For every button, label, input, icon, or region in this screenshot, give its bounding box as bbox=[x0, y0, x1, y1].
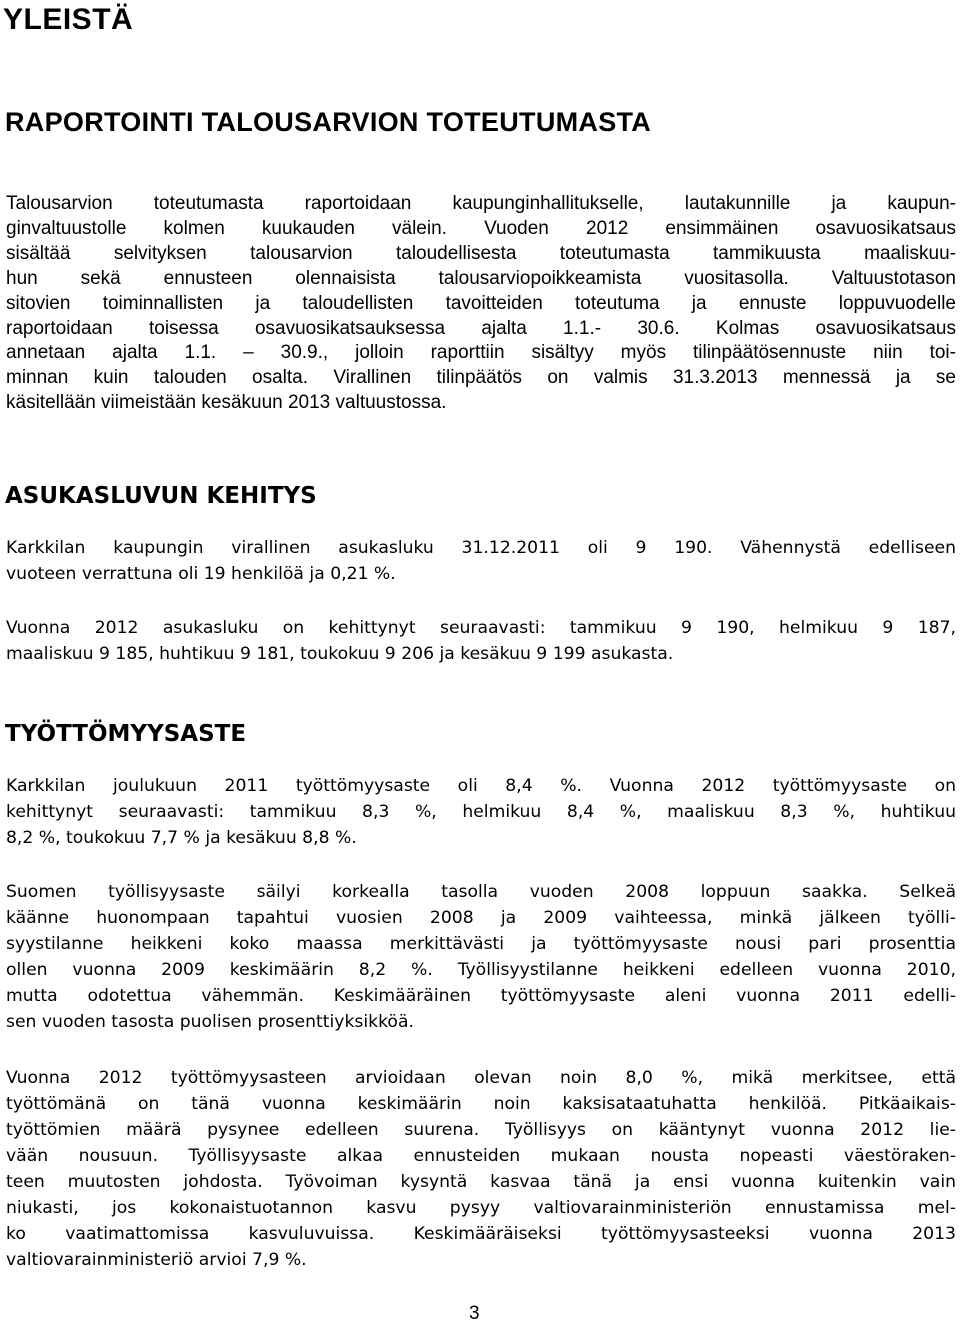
unemployment-paragraph-2 bbox=[6, 879, 956, 1035]
unemployment-paragraph-3 bbox=[6, 1065, 956, 1273]
text-line: vuoteen verrattuna oli 19 henkilöä ja 0,21 %. bbox=[6, 564, 396, 584]
population-paragraph-1 bbox=[6, 535, 956, 587]
text-line: Karkkilan kaupungin virallinen asukasluku 31.12.2011 oli 9 190. Vähennystä edelliseen bbox=[6, 538, 956, 558]
text-line: valtiovarainministeriö arvioi 7,9 %. bbox=[6, 1250, 307, 1270]
text-line: annetaan ajalta 1.1. – 30.9., jolloin raporttiin sisältyy myös tilinpäätösennuste niin toi- bbox=[6, 342, 956, 364]
population-paragraph-2 bbox=[6, 615, 956, 667]
text-line: ollen vuonna 2009 keskimäärin 8,2 %. Työllisyystilanne heikkeni edelleen vuonna 2010, bbox=[6, 960, 956, 980]
text-line: Suomen työllisyysaste säilyi korkealla tasolla vuoden 2008 loppuun saakka. Selkeä bbox=[6, 882, 956, 902]
reporting-paragraph bbox=[6, 192, 956, 416]
unemployment-paragraph-1 bbox=[6, 773, 956, 851]
main-title: YLEISTÄ bbox=[3, 3, 134, 36]
text-line: kehittynyt seuraavasti: tammikuu 8,3 %, helmikuu 8,4 %, maaliskuu 8,3 %, huhtikuu bbox=[6, 802, 956, 822]
text-line: 8,2 %, toukokuu 7,7 % ja kesäkuu 8,8 %. bbox=[6, 828, 357, 848]
text-line: niukasti, jos kokonaistuotannon kasvu pysyy valtiovarainministeriön ennustamissa mel- bbox=[6, 1198, 956, 1218]
text-line: minnan kuin talouden osalta. Virallinen tilinpäätös on valmis 31.3.2013 mennessä ja se bbox=[6, 367, 956, 389]
text-line: Vuonna 2012 asukasluku on kehittynyt seuraavasti: tammikuu 9 190, helmikuu 9 187, bbox=[6, 618, 956, 638]
section-heading-reporting: RAPORTOINTI TALOUSARVION TOTEUTUMASTA bbox=[5, 107, 652, 137]
text-line: sen vuoden tasosta puolisen prosenttiyksikköä. bbox=[6, 1012, 414, 1032]
text-line: teen muutosten johdosta. Työvoiman kysyntä kasvaa tänä ja ensi vuonna kuitenkin vain bbox=[6, 1172, 956, 1192]
text-line: ginvaltuustolle kolmen kuukauden välein. Vuoden 2012 ensimmäinen osavuosikatsaus bbox=[6, 217, 956, 239]
text-line: raportoidaan toisessa osavuosikatsauksessa ajalta 1.1.- 30.6. Kolmas osavuosikatsaus bbox=[6, 317, 956, 339]
text-line: Vuonna 2012 työttömyysasteen arvioidaan olevan noin 8,0 %, mikä merkitsee, että bbox=[6, 1068, 956, 1088]
text-line: työttömänä on tänä vuonna keskimäärin noin kaksisataatuhatta henkilöä. Pitkäaikais- bbox=[6, 1094, 956, 1114]
text-line: käsitellään viimeistään kesäkuun 2013 valtuustossa. bbox=[6, 392, 447, 414]
text-line: ko vaatimattomissa kasvuluvuissa. Keskimääräiseksi työttömyysasteeksi vuonna 2013 bbox=[6, 1224, 956, 1244]
text-line: työttömien määrä pysynee edelleen suurena. Työllisyys on kääntynyt vuonna 2012 lie- bbox=[6, 1120, 956, 1140]
text-line: sisältää selvityksen talousarvion taloudellisesta toteutumasta tammikuusta maaliskuu- bbox=[6, 242, 956, 264]
text-line: Karkkilan joulukuun 2011 työttömyysaste oli 8,4 %. Vuonna 2012 työttömyysaste on bbox=[6, 776, 956, 796]
text-line: hun sekä ennusteen olennaisista talousarviopoikkeamista vuositasolla. Valtuustotason bbox=[6, 267, 956, 289]
section-heading-unemployment: TYÖTTÖMYYSASTE bbox=[5, 721, 247, 747]
text-line: vään nousuun. Työllisyysaste alkaa ennusteiden mukaan nousta nopeasti väestöraken- bbox=[6, 1146, 956, 1166]
page-number: 3 bbox=[469, 1303, 480, 1324]
text-line: syystilanne heikkeni koko maassa merkittävästi ja työttömyysaste nousi pari prosenttia bbox=[6, 934, 956, 954]
text-line: maaliskuu 9 185, huhtikuu 9 181, toukokuu 9 206 ja kesäkuu 9 199 asukasta. bbox=[6, 644, 674, 664]
text-line: Talousarvion toteutumasta raportoidaan kaupunginhallitukselle, lautakunnille ja kaupun- bbox=[6, 193, 956, 214]
text-line: mutta odotettua vähemmän. Keskimääräinen työttömyysaste aleni vuonna 2011 edelli- bbox=[6, 986, 956, 1006]
text-line: sitovien toiminnallisten ja taloudellisten tavoitteiden toteutuma ja ennuste loppuvuodelle bbox=[6, 292, 956, 314]
section-heading-population: ASUKASLUVUN KEHITYS bbox=[5, 483, 317, 509]
text-line: käänne huonompaan tapahtui vuosien 2008 ja 2009 vaihteessa, minkä jälkeen työlli- bbox=[6, 908, 956, 928]
